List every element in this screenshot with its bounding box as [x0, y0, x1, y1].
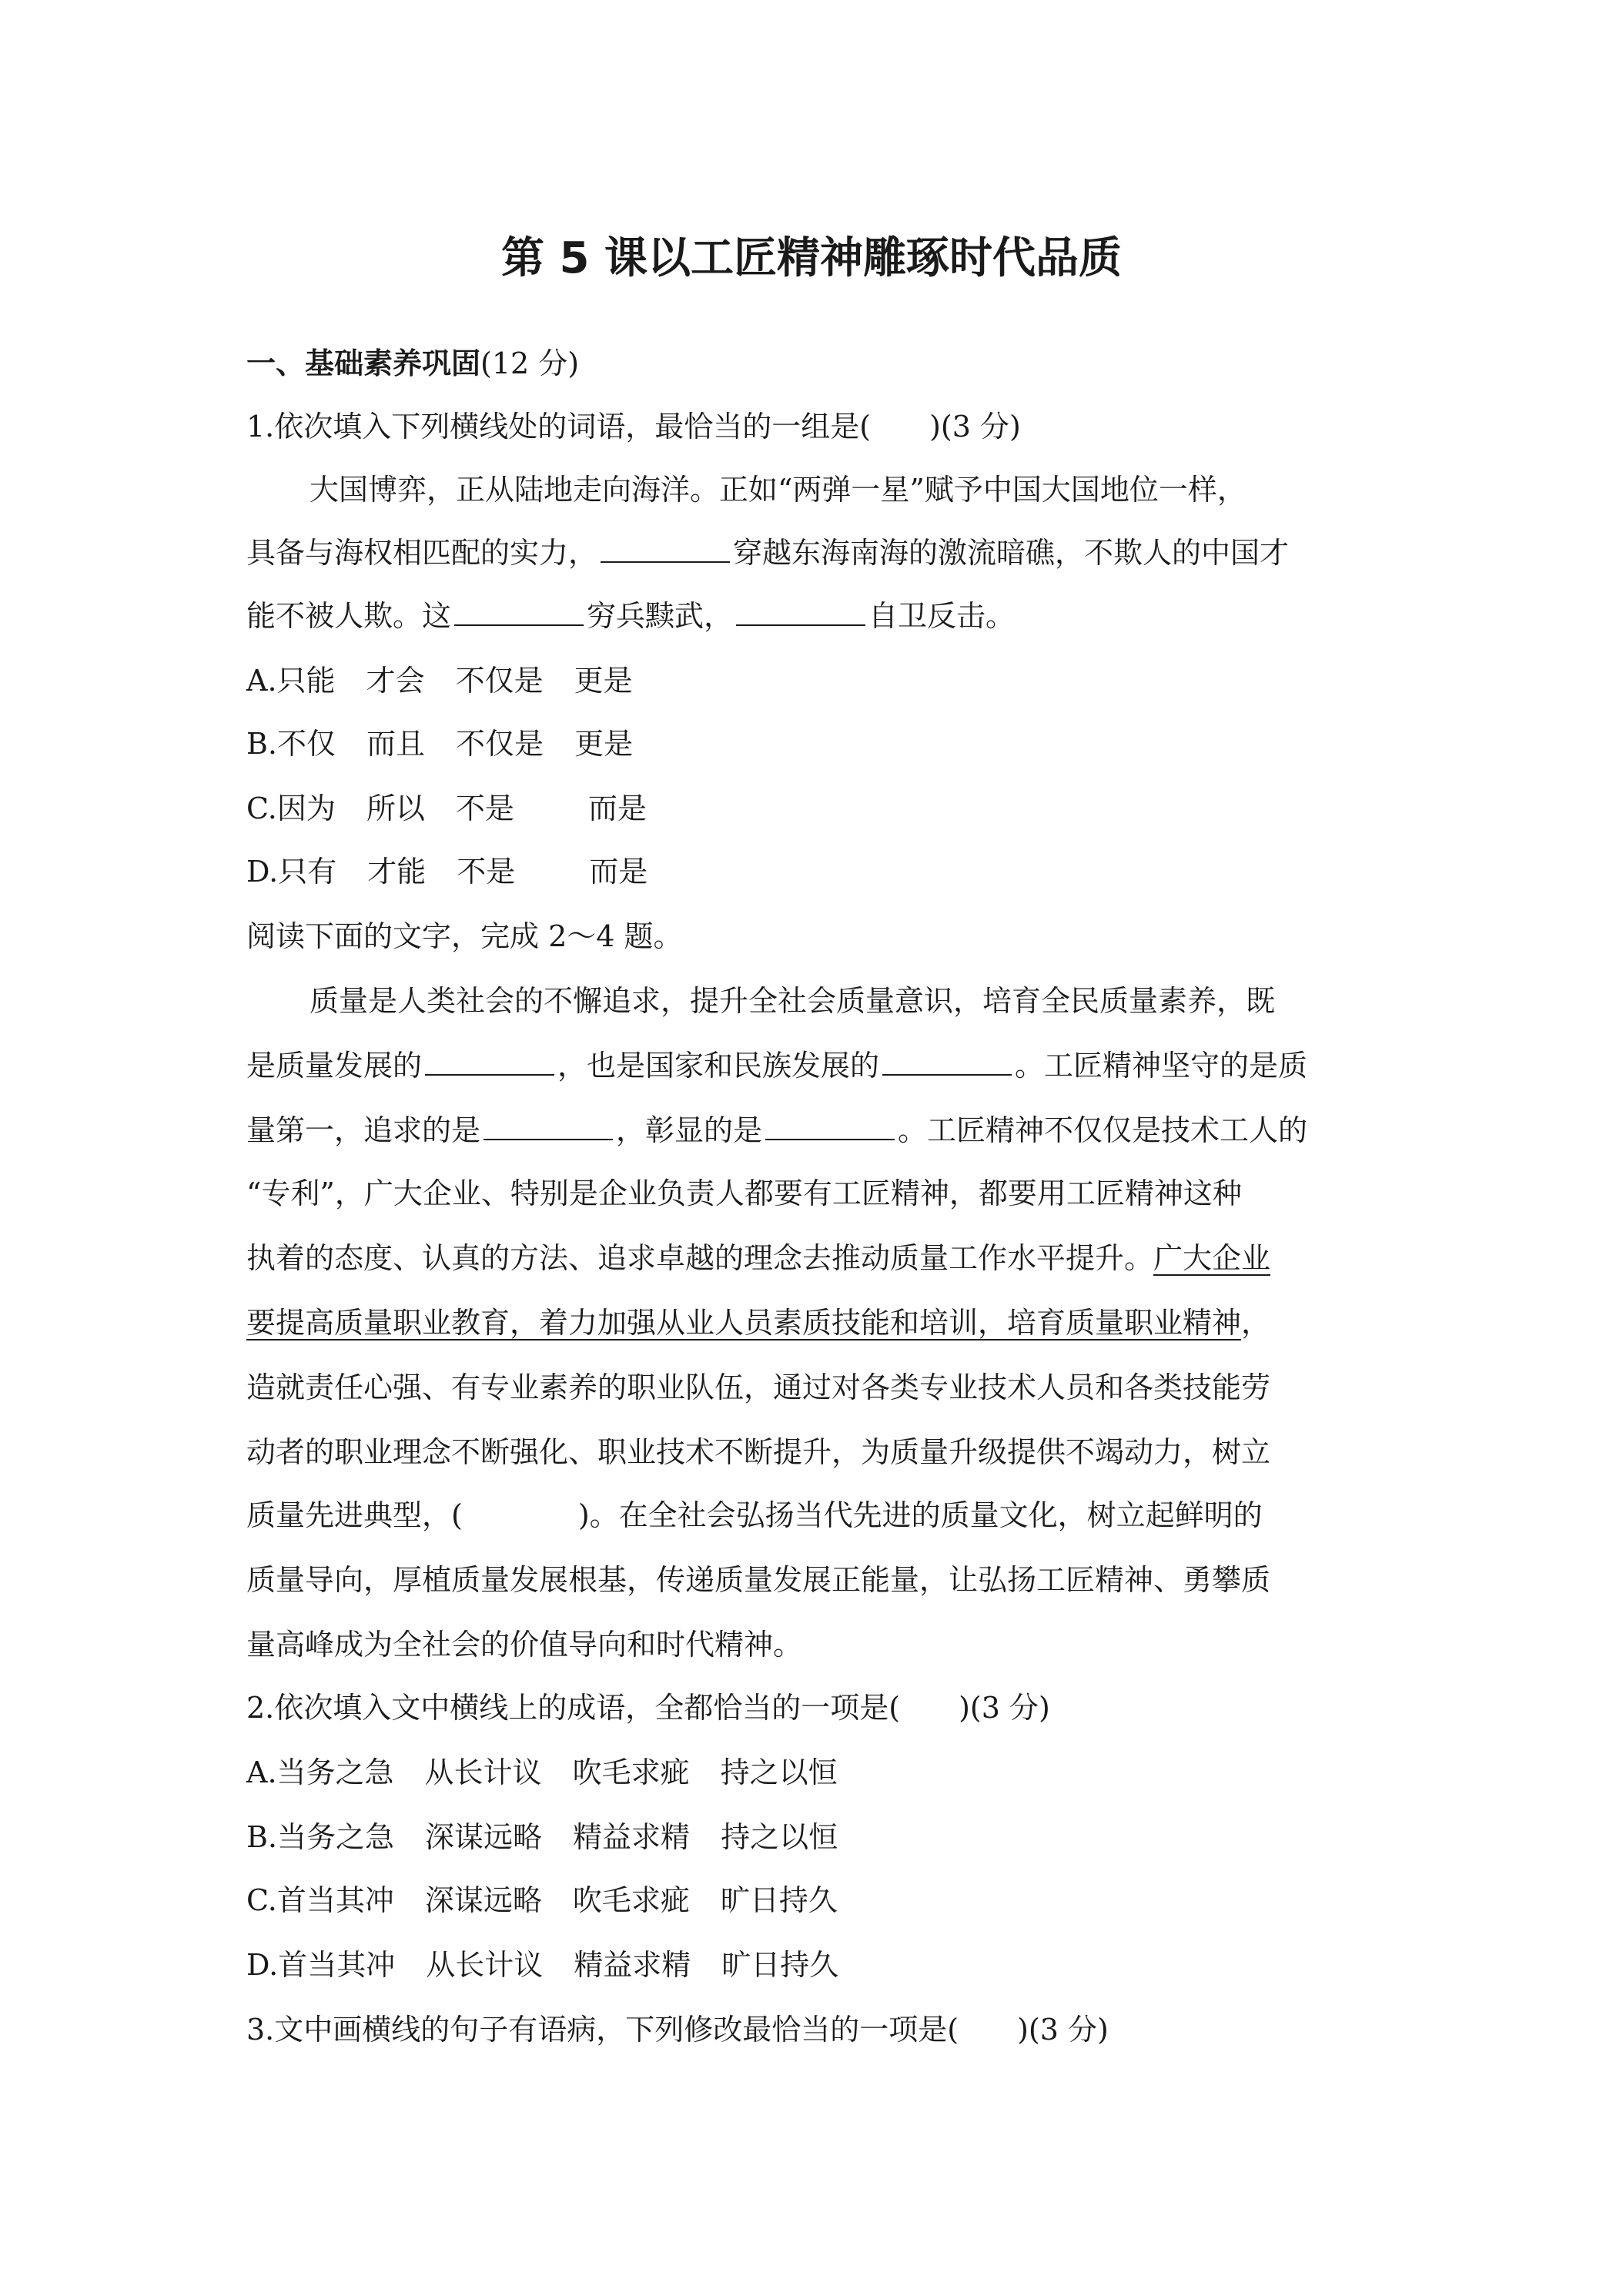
- option-word: 不仅是: [456, 727, 544, 761]
- fill-blank[interactable]: [882, 1046, 1012, 1076]
- q1-passage-text: 具备与海权相匹配的实力，: [246, 536, 598, 570]
- passage-line: 动者的职业理念不断强化、职业技术不断提升，为质量升级提供不竭动力，树立: [246, 1435, 1271, 1469]
- reading-intro: 阅读下面的文字，完成 2～4 题。: [246, 919, 683, 953]
- option-word: 更是: [574, 727, 634, 761]
- q1-stem: [246, 405, 1021, 448]
- option-word: 吹毛求疵: [572, 1883, 690, 1917]
- passage-text: 质量先进典型，(: [246, 1498, 463, 1532]
- option-label: A.: [246, 1755, 277, 1789]
- option-word: 精益求精: [574, 1948, 691, 1982]
- passage-line: [246, 1494, 1263, 1537]
- passage-line: 质量导向，厚植质量发展根基，传递质量发展正能量，让弘扬工匠精神、勇攀质: [246, 1563, 1271, 1597]
- option-label: A.: [246, 664, 277, 698]
- section-heading: [246, 342, 579, 385]
- passage-line: [246, 1237, 1270, 1280]
- passage-line: 质量是人类社会的不懈追求，提升全社会质量意识，培育全民质量素养，既: [310, 984, 1276, 1018]
- option-word: 精益求精: [573, 1820, 691, 1854]
- option-label: D.: [246, 1948, 279, 1982]
- option-word: 只能: [276, 664, 336, 698]
- option-word: 首当其冲: [276, 1883, 394, 1917]
- option-word: 当务之急: [277, 1820, 395, 1854]
- q3-score: )(3 分): [1017, 2013, 1109, 2047]
- option-word: 不仅是: [455, 664, 544, 698]
- option-word: 持之以恒: [721, 1820, 838, 1854]
- passage-text: ，彰显的是: [616, 1113, 763, 1147]
- fill-blank[interactable]: [736, 597, 865, 626]
- passage-text: 执着的态度、认真的方法、追求卓越的理念去推动质量工作水平提升。: [246, 1241, 1154, 1275]
- q1-passage-line: [246, 531, 1289, 574]
- option-word: 而是: [589, 855, 648, 889]
- passage-line: 量高峰成为全社会的价值导向和时代精神。: [246, 1628, 803, 1662]
- option-word: 才能: [367, 855, 427, 889]
- q1-score: )(3 分): [929, 410, 1021, 443]
- option-word: 深谋远略: [424, 1883, 542, 1917]
- option-word: 不是: [455, 792, 514, 825]
- option-word: 不仅: [277, 727, 336, 761]
- underlined-sentence: 要提高质量职业教育，着力加强从业人员素质技能和培训，培育质量职业精神: [246, 1306, 1242, 1340]
- passage-text: 是质量发展的: [246, 1049, 423, 1083]
- option-word: 所以: [366, 792, 425, 825]
- fill-blank[interactable]: [425, 1046, 554, 1076]
- option-word: 从长计议: [426, 1948, 544, 1982]
- passage-text: 。工匠精神坚守的是质: [1015, 1049, 1308, 1083]
- option-word: 首当其冲: [278, 1948, 396, 1982]
- option-word: 只有: [278, 855, 337, 889]
- option-label: B.: [246, 1820, 278, 1854]
- option-word: 吹毛求疵: [572, 1755, 690, 1789]
- passage-text: 。工匠精神不仅仅是技术工人的: [898, 1113, 1308, 1147]
- q3-stem: [246, 2008, 1109, 2051]
- q1-passage-line: [246, 594, 1015, 638]
- passage-line: [246, 1301, 1270, 1344]
- section-score: (12 分): [480, 346, 580, 380]
- q1-passage-line: 大国博弈，正从陆地走向海洋。正如“两弹一星”赋予中国大国地位一样，: [310, 473, 1247, 507]
- option-word: 从长计议: [424, 1755, 542, 1789]
- fill-blank[interactable]: [454, 597, 584, 626]
- q1-option-b[interactable]: [246, 722, 664, 765]
- q2-option-a[interactable]: [246, 1751, 868, 1794]
- q3-stem-text: 3.文中画横线的句子有语病，下列修改最恰当的一项是(: [246, 2013, 959, 2047]
- fill-blank[interactable]: [765, 1111, 895, 1140]
- option-label: C.: [246, 792, 277, 825]
- underlined-sentence: 广大企业: [1153, 1241, 1271, 1275]
- q1-passage-text: 穷兵黩武，: [587, 599, 734, 633]
- passage-text: 量第一，追求的是: [246, 1113, 481, 1147]
- option-word: 不是: [457, 855, 516, 889]
- option-word: 因为: [276, 792, 336, 825]
- q1-stem-text: 1.依次填入下列横线处的词语，最恰当的一组是(: [246, 410, 872, 443]
- option-label: D.: [246, 855, 279, 889]
- passage-text: )。在全社会弘扬当代先进的质量文化，树立起鲜明的: [577, 1498, 1263, 1532]
- fill-blank[interactable]: [484, 1111, 613, 1140]
- passage-line: 造就责任心强、有专业素养的职业队伍，通过对各类专业技术人员和各类技能劳: [246, 1371, 1271, 1404]
- passage-line: [246, 1109, 1307, 1152]
- q1-passage-text: 自卫反击。: [868, 599, 1016, 633]
- option-word: 持之以恒: [720, 1755, 838, 1789]
- option-word: 而是: [587, 792, 647, 825]
- option-label: C.: [246, 1883, 277, 1917]
- passage-line: [246, 1044, 1307, 1087]
- option-word: 而且: [366, 727, 426, 761]
- page-title: 第 5 课以工匠精神雕琢时代品质: [501, 233, 1122, 283]
- q1-passage-text: 能不被人欺。这: [246, 599, 452, 633]
- option-word: 旷日持久: [720, 1883, 838, 1917]
- option-word: 更是: [574, 664, 633, 698]
- q2-score: )(3 分): [959, 1691, 1050, 1725]
- q1-option-d[interactable]: [246, 850, 678, 893]
- q1-option-c[interactable]: [246, 787, 678, 830]
- passage-text: ，: [1241, 1306, 1271, 1340]
- q2-stem: [246, 1686, 1050, 1729]
- passage-line: “专利”，广大企业、特别是企业负责人都要有工匠精神，都要用工匠精神这种: [246, 1176, 1242, 1210]
- option-word: 深谋远略: [425, 1820, 543, 1854]
- option-label: B.: [246, 727, 278, 761]
- q2-option-b[interactable]: [246, 1816, 868, 1859]
- option-word: 旷日持久: [721, 1948, 839, 1982]
- section-heading-text: 一、基础素养巩固: [246, 346, 481, 380]
- fill-blank[interactable]: [601, 534, 730, 563]
- option-word: 当务之急: [276, 1755, 394, 1789]
- passage-text: ，也是国家和民族发展的: [557, 1049, 880, 1083]
- q1-option-a[interactable]: [246, 659, 664, 702]
- q1-passage-text: 穿越东海南海的激流暗礁，不欺人的中国才: [733, 536, 1290, 570]
- q2-stem-text: 2.依次填入文中横线上的成语，全都恰当的一项是(: [246, 1691, 901, 1725]
- q2-option-d[interactable]: [246, 1943, 869, 1986]
- q2-option-c[interactable]: [246, 1879, 868, 1922]
- option-word: 才会: [366, 664, 425, 698]
